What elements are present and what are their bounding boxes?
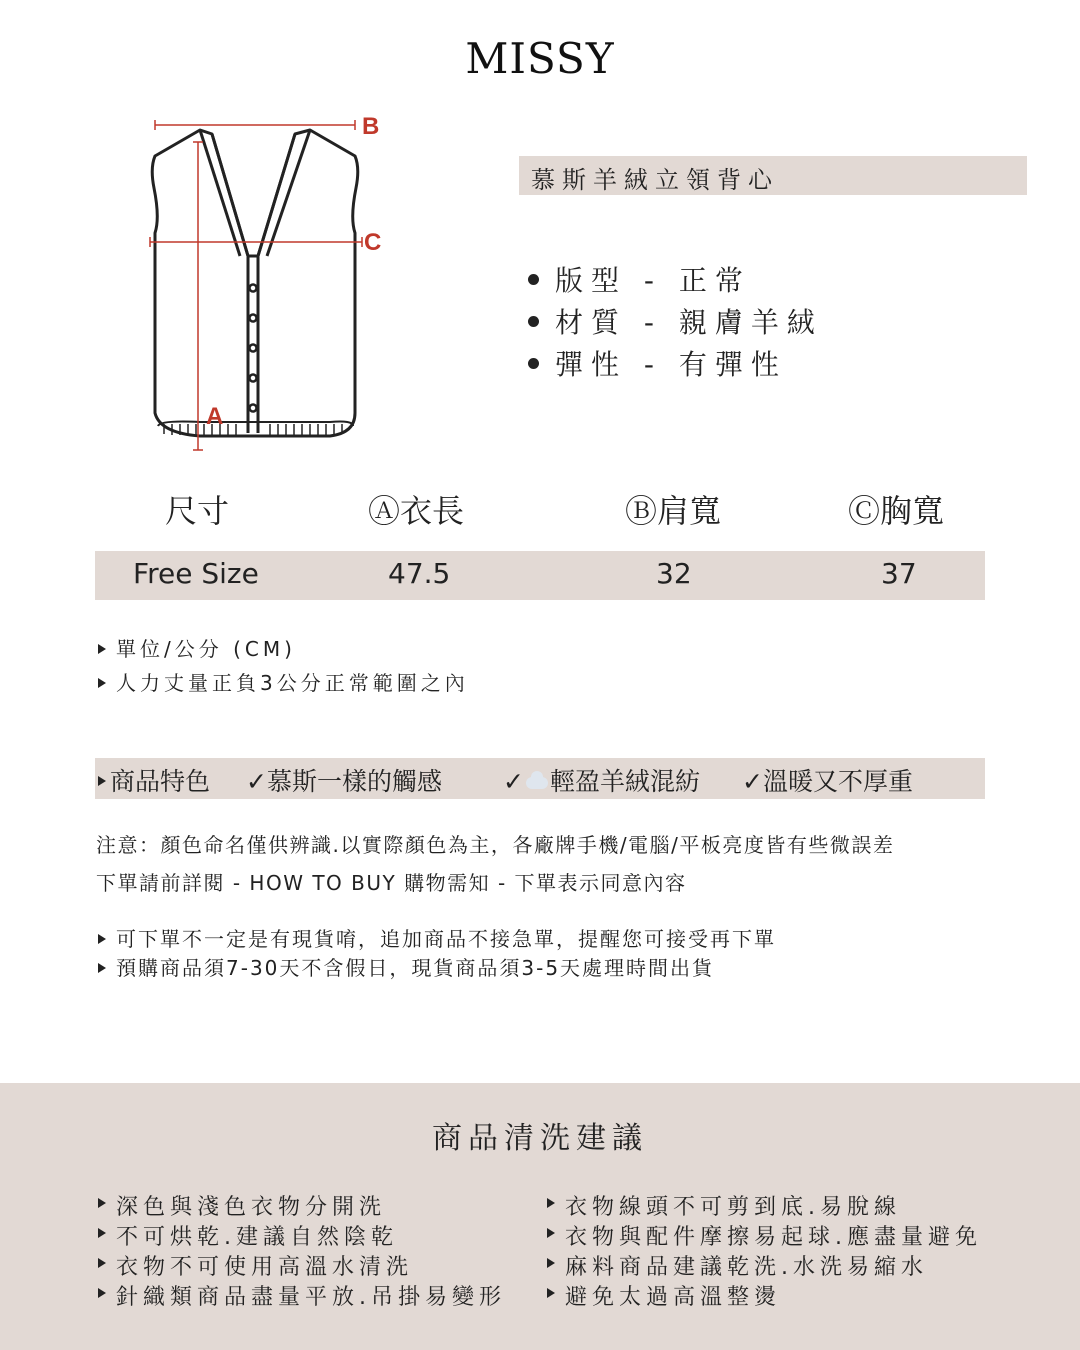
wash-item: 衣物線頭不可剪到底.易脫線 (547, 1190, 982, 1220)
feature-item: ✓慕斯一樣的觸感 (246, 767, 442, 796)
wash-item: 深色與淺色衣物分開洗 (98, 1190, 506, 1220)
brand-logo: MISSY (465, 34, 615, 83)
wash-item: 衣物與配件摩擦易起球.應盡量避免 (547, 1220, 982, 1250)
diagram-label-b: B (362, 113, 380, 140)
triangle-bullet-icon (98, 678, 106, 688)
size-value-chest: 37 (881, 557, 917, 590)
feature-item: ✓溫暖又不厚重 (742, 767, 913, 796)
bullet-icon (528, 316, 539, 327)
bullet-icon (528, 274, 539, 285)
vest-outline (152, 130, 358, 436)
triangle-bullet-icon (547, 1228, 555, 1238)
size-value-size: Free Size (133, 557, 259, 590)
product-name-box (519, 156, 1027, 195)
triangle-bullet-icon (98, 1198, 106, 1208)
size-header-length: Ⓐ衣長 (368, 492, 465, 530)
vest-measurement-diagram (140, 108, 400, 458)
wash-list-right (547, 1190, 982, 1310)
caution-text: 注意：顏色命名僅供辨識.以實際顏色為主，各廠牌手機/電腦/平板亮度皆有些微誤差 (96, 833, 895, 857)
size-header-chest: Ⓒ胸寬 (848, 492, 945, 530)
wash-item: 衣物不可使用高溫水清洗 (98, 1250, 506, 1280)
how-to-buy-text: 下單請前詳閱 - HOW TO BUY 購物需知 - 下單表示同意內容 (96, 871, 687, 895)
triangle-bullet-icon (547, 1258, 555, 1268)
wash-list-left (98, 1190, 506, 1310)
order-note: 可下單不一定是有現貨唷，追加商品不接急單，提醒您可接受再下單 (98, 923, 776, 952)
size-header-size: 尺寸 (165, 492, 230, 530)
spec-item: 材質 - 親膚羊絨 (526, 300, 823, 342)
triangle-bullet-icon (98, 644, 106, 654)
product-specs (526, 258, 823, 384)
spec-item: 版型 - 正常 (526, 258, 823, 300)
order-note: 預購商品須7-30天不含假日，現貨商品須3-5天處理時間出貨 (98, 952, 714, 981)
features-label: 商品特色 (98, 762, 210, 798)
feature-item: ✓ 輕盈羊絨混紡 (503, 767, 700, 796)
triangle-bullet-icon (547, 1288, 555, 1298)
size-value-length: 47.5 (388, 557, 451, 590)
triangle-bullet-icon (98, 776, 106, 786)
vest-buttons (250, 285, 257, 412)
note-item: 人力丈量正負3公分正常範圍之內 (98, 667, 469, 696)
wash-item: 避免太過高溫整燙 (547, 1280, 982, 1310)
cloud-icon (526, 777, 548, 789)
triangle-bullet-icon (98, 1288, 106, 1298)
hem-ribbing (164, 424, 342, 435)
diagram-label-c: C (364, 229, 382, 256)
triangle-bullet-icon (98, 1228, 106, 1238)
triangle-bullet-icon (98, 963, 106, 973)
wash-item: 不可烘乾.建議自然陰乾 (98, 1220, 506, 1250)
spec-item: 彈性 - 有彈性 (526, 342, 823, 384)
size-value-shoulder: 32 (656, 557, 692, 590)
wash-item: 麻料商品建議乾洗.水洗易縮水 (547, 1250, 982, 1280)
wash-item: 針織類商品盡量平放.吊掛易變形 (98, 1280, 506, 1310)
triangle-bullet-icon (98, 934, 106, 944)
diagram-label-a: A (206, 403, 224, 430)
note-item: 單位/公分 (CM) (98, 633, 296, 662)
product-name: 慕斯羊絨立領背心 (531, 166, 779, 194)
triangle-bullet-icon (98, 1258, 106, 1268)
size-header-shoulder: Ⓑ肩寬 (625, 492, 722, 530)
triangle-bullet-icon (547, 1198, 555, 1208)
wash-title: 商品清洗建議 (432, 1121, 648, 1156)
bullet-icon (528, 358, 539, 369)
